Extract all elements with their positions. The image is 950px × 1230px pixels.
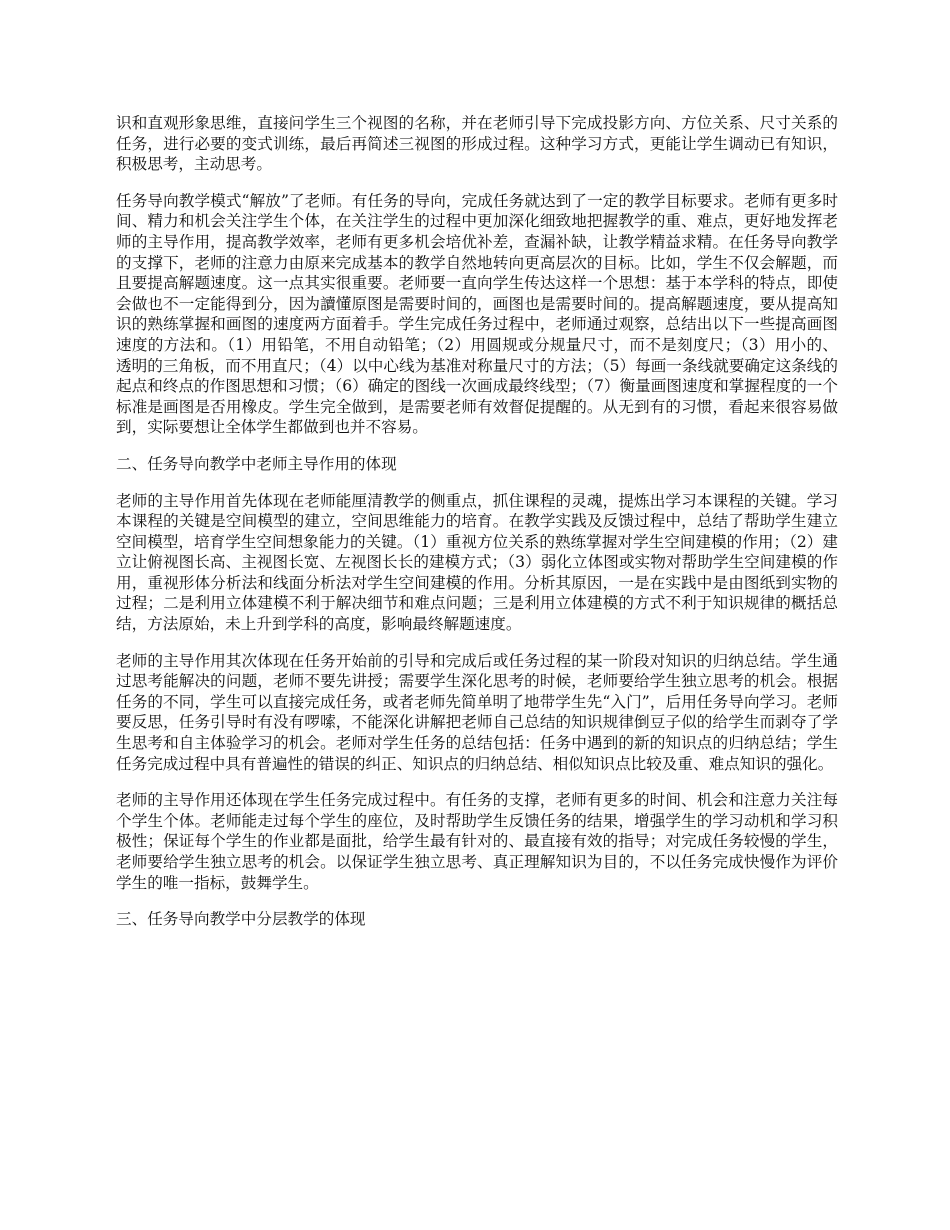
paragraph-5: 老师的主导作用还体现在学生任务完成过程中。有任务的支撑，老师有更多的时间、机会和注意力关注每个学生个体。老师能走过每个学生的座位，及时帮助学生反馈任务的结果，增强学生的学习动机和学习积极性；保证每个学生的作业都是面批，给学生最有针对的、最直接有效的指导；对完成任务较慢的学生，老师要给学生独立思考的机会。以保证学生独立思考、真正理解知识为目的，不以任务完成快慢作为评价学生的唯一指标，鼓舞学生。 [116, 791, 838, 892]
section-heading-3: 三、任务导向教学中分层教学的体现 [116, 910, 366, 929]
paragraph-1: 识和直观形象思维，直接问学生三个视图的名称，并在老师引导下完成投影方向、方位关系、尺寸关系的任务，进行必要的变式训练，最后再简述三视图的形成过程。这种学习方式，更能让学生调动已有知识，积极思考，主动思考。 [116, 114, 838, 174]
paragraph-4: 老师的主导作用其次体现在任务开始前的引导和完成后或任务过程的某一阶段对知识的归纳总结。学生通过思考能解决的问题，老师不要先讲授；需要学生深化思考的时候，老师要给学生独立思考的机会。根据任务的不同，学生可以直接完成任务，或者老师先简单明了地带学生先“入门”，后用任务导向学习。老师要反思，任务引导时有没有啰嗦，不能深化讲解把老师自己总结的知识规律倒豆子似的给学生而剥夺了学生思考和自主体验学习的机会。老师对学生任务的总结包括：任务中遇到的新的知识点的归纳总结；学生任务完成过程中具有普遍性的错误的纠正、知识点的归纳总结、相似知识点比较及重、难点知识的强化。 [116, 651, 838, 773]
section-heading-2: 二、任务导向教学中老师主导作用的体现 [116, 454, 397, 473]
document-page [116, 113, 838, 946]
paragraph-3: 老师的主导作用首先体现在老师能厘清教学的侧重点，抓住课程的灵魂，提炼出学习本课程的关键。学习本课程的关键是空间模型的建立，空间思维能力的培育。在教学实践及反馈过程中，总结了帮助学生建立空间模型，培育学生空间想象能力的关键。（1）重视方位关系的熟练掌握对学生空间建模的作用；（2）建立让俯视图长高、主视图长宽、左视图长长的建模方式；（3）弱化立体图或实物对帮助学生空间建模的作用，重视形体分析法和线面分析法对学生空间建模的作用。分析其原因，一是在实践中是由图纸到实物的过程；二是利用立体建模不利于解决细节和难点问题；三是利用立体建模的方式不利于知识规律的概括总结，方法原始，未上升到学科的高度，影响最终解题速度。 [116, 491, 838, 634]
paragraph-2: 任务导向教学模式“解放”了老师。有任务的导向，完成任务就达到了一定的教学目标要求。老师有更多时间、精力和机会关注学生个体，在关注学生的过程中更加深化细致地把握教学的重、难点，更好地发挥老师的主导作用，提高教学效率，老师有更多机会培优补差，查漏补缺，让教学精益求精。在任务导向教学的支撑下，老师的注意力由原来完成基本的教学自然地转向更高层次的目标。比如，学生不仅会解题，而且要提高解题速度。这一点其实很重要。老师要一直向学生传达这样一个思想：基于本学科的特点，即使会做也不一定能得到分，因为讀懂原图是需要时间的，画图也是需要时间的。提高解题速度，要从提高知识的熟练掌握和画图的速度两方面着手。学生完成任务过程中，老师通过观察，总结出以下一些提高画图速度的方法和。（1）用铅笔，不用自动铅笔；（2）用圆规或分规量尺寸，而不是刻度尺；（3）用小的、透明的三角板，而不用直尺；（4）以中心线为基准对称量尺寸的方法；（5）每画一条线就要确定这条线的起点和终点的作图思想和习惯；（6）确定的图线一次画成最终线型；（7）衡量画图速度和掌握程度的一个标准是画图是否用橡皮。学生完全做到，是需要老师有效督促提醒的。从无到有的习惯，看起来很容易做到，实际要想让全体学生都做到也并不容易。 [116, 191, 838, 437]
